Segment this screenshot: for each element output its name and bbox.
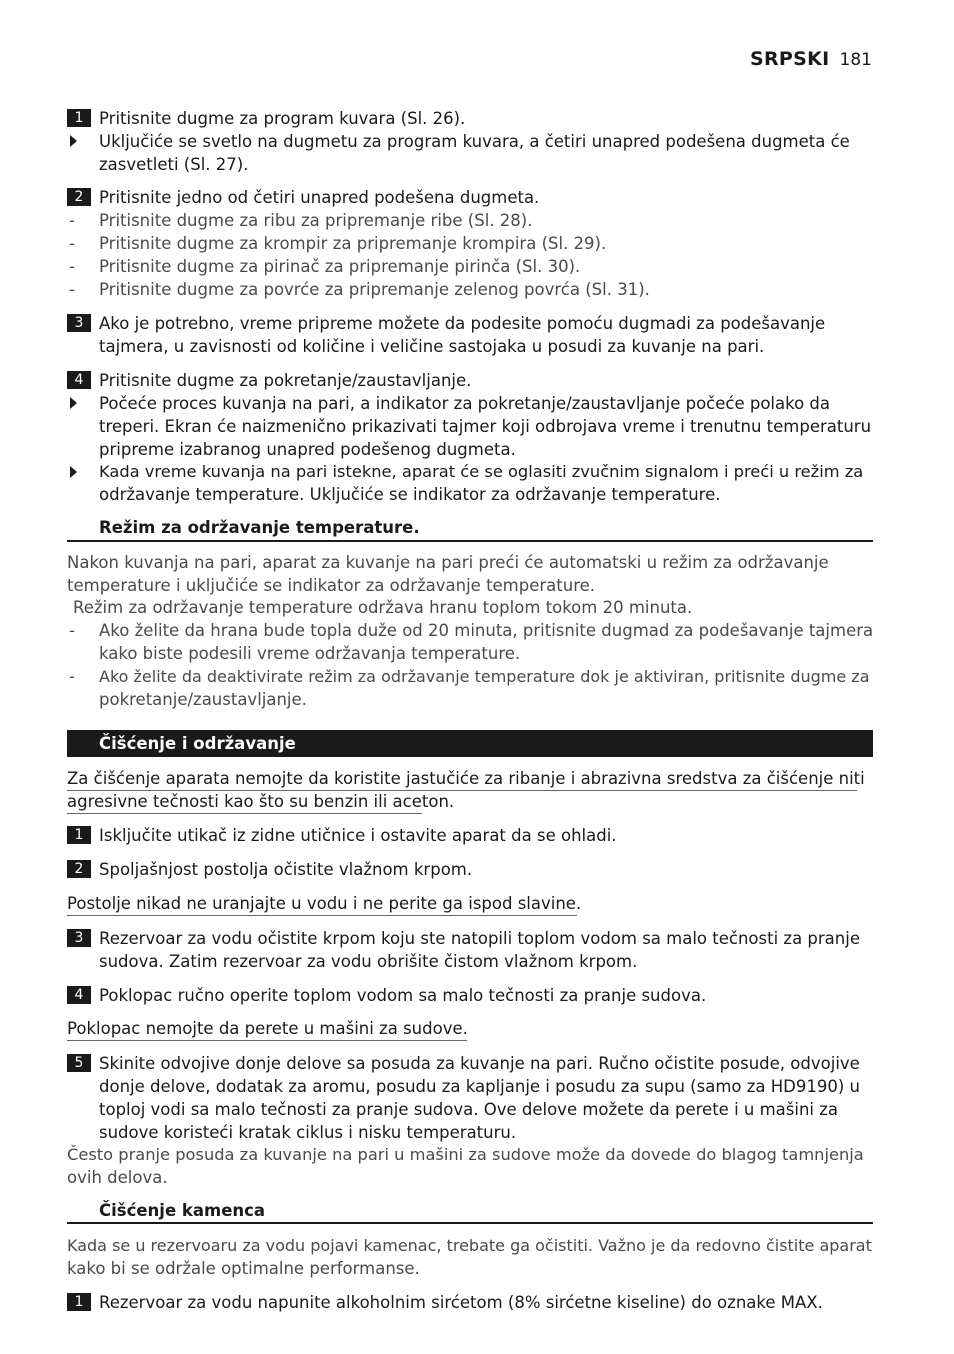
step-number: 5 [67,1054,91,1072]
step-number: 1 [67,826,91,844]
warning-underline [67,813,422,814]
paragraph-line: temperature i uključiće se indikator za održavanje temperature. [67,576,596,595]
list-item: kako biste podesili vreme održavanja temperature. [99,644,521,663]
list-item: Ako želite da deaktivirate režim za održavanje temperature dok je aktiviran, pritisnite dugme za [99,667,870,686]
step-text: Isključite utikač iz zidne utičnice i ostavite aparat da se ohladi. [99,826,617,845]
step-number: 3 [67,314,91,332]
paragraph-line: Kada se u rezervoaru za vodu pojavi kamenac, trebate ga očistiti. Važno je da redovno čistite aparat [67,1236,872,1255]
section-subheading: Čišćenje kamenca [99,1201,266,1220]
note-text: ovih delova. [67,1168,168,1187]
dash-marker: - [69,211,75,230]
result-text: treperi. Ekran će naizmenično prikazivati tajmer koji odbrojava vreme i trenutnu temperaturu [99,417,872,436]
section-rule [67,540,873,542]
list-item: Pritisnite dugme za pirinač za pripremanje pirinča (Sl. 30). [99,257,581,276]
dash-marker: - [69,280,75,299]
list-item: Pritisnite dugme za povrće za pripremanje zelenog povrća (Sl. 31). [99,280,650,299]
step-number: 2 [67,188,91,206]
result-bullet-icon [70,135,77,147]
warning-text: Za čišćenje aparata nemojte da koristite jastučiće za ribanje i abrazivna sredstva za čišćenje niti [67,769,865,788]
step-number: 3 [67,929,91,947]
result-bullet-icon [70,397,77,409]
step-number: 4 [67,986,91,1004]
note-text: Često pranje posuda za kuvanje na pari u mašini za sudove može da dovede do blagog tamnjenja [67,1145,864,1164]
paragraph-line: Režim za održavanje temperature održava hranu toplom tokom 20 minuta. [73,598,693,617]
step-text: sudove koristeći kratak ciklus i nisku temperaturu. [99,1123,517,1142]
step-text: Skinite odvojive donje delove sa posuda za kuvanje na pari. Ručno očistite posude, odvojive [99,1054,860,1073]
step-text: Pritisnite dugme za pokretanje/zaustavljanje. [99,371,472,390]
step-text: sudova. Zatim rezervoar za vodu obrišite čistom vlažnom krpom. [99,952,638,971]
step-text: Spoljašnjost postolja očistite vlažnom krpom. [99,860,473,879]
step-text: Rezervoar za vodu napunite alkoholnim sirćetom (8% sirćetne kiseline) do oznake MAX. [99,1293,823,1312]
warning-underline [67,1040,467,1041]
result-bullet-icon [70,466,77,478]
step-text: donje delove, dodatak za aromu, posudu za kapljanje i posudu za supu (samo za HD9190) u [99,1077,860,1096]
section-title: Čišćenje i održavanje [99,734,296,753]
result-text: pripreme izabranog unapred podešenog dugmeta. [99,440,516,459]
list-item: Pritisnite dugme za ribu za pripremanje ribe (Sl. 28). [99,211,533,230]
paragraph-line: kako bi se održale optimalne performanse. [67,1259,420,1278]
result-text: Počeće proces kuvanja na pari, a indikator za pokretanje/zaustavljanje počeće polako da [99,394,831,413]
result-text: Kada vreme kuvanja na pari istekne, aparat će se oglasiti zvučnim signalom i preći u režim za [99,462,864,481]
dash-marker: - [69,667,75,686]
page-number: 181 [839,50,872,70]
step-number: 2 [67,860,91,878]
step-text: Ako je potrebno, vreme pripreme možete da podesite pomoću dugmadi za podešavanje [99,314,826,333]
step-text: Pritisnite dugme za program kuvara (Sl. 26). [99,109,466,128]
step-text: Pritisnite jedno od četiri unapred podešena dugmeta. [99,188,540,207]
section-subheading: Režim za održavanje temperature. [99,518,420,537]
dash-marker: - [69,234,75,253]
paragraph-line: Nakon kuvanja na pari, aparat za kuvanje na pari preći će automatski u režim za održavanje [67,553,829,572]
step-text: Rezervoar za vodu očistite krpom koju ste natopili toplom vodom sa malo tečnosti za pranje [99,929,860,948]
section-rule [67,1222,873,1224]
step-text: tajmera, u zavisnosti od količine i veličine sastojaka u posudi za kuvanje na pari. [99,337,765,356]
dash-marker: - [69,257,75,276]
result-text: održavanje temperature. Uključiće se indikator za održavanje temperature. [99,485,721,504]
list-item: pokretanje/zaustavljanje. [99,690,307,709]
warning-text: Postolje nikad ne uranjajte u vodu i ne perite ga ispod slavine. [67,894,582,913]
page-header [750,48,872,70]
step-number: 1 [67,109,91,127]
result-text: Uključiće se svetlo na dugmetu za program kuvara, a četiri unapred podešena dugmeta će [99,132,850,151]
step-text: toploj vodi sa malo tečnosti za pranje sudova. Ove delove možete da perete i u mašini za [99,1100,839,1119]
warning-text: Poklopac nemojte da perete u mašini za sudove. [67,1019,468,1038]
result-text: zasvetleti (Sl. 27). [99,155,249,174]
section-header-bar [67,730,873,757]
step-number: 4 [67,371,91,389]
language-label: SRPSKI [750,48,830,70]
list-item: Ako želite da hrana bude topla duže od 20 minuta, pritisnite dugmad za podešavanje tajmera [99,621,874,640]
step-text: Poklopac ručno operite toplom vodom sa malo tečnosti za pranje sudova. [99,986,707,1005]
dash-marker: - [69,621,75,640]
warning-underline [67,915,577,916]
step-number: 1 [67,1293,91,1311]
list-item: Pritisnite dugme za krompir za pripremanje krompira (Sl. 29). [99,234,607,253]
warning-text: agresivne tečnosti kao što su benzin ili aceton. [67,792,455,811]
